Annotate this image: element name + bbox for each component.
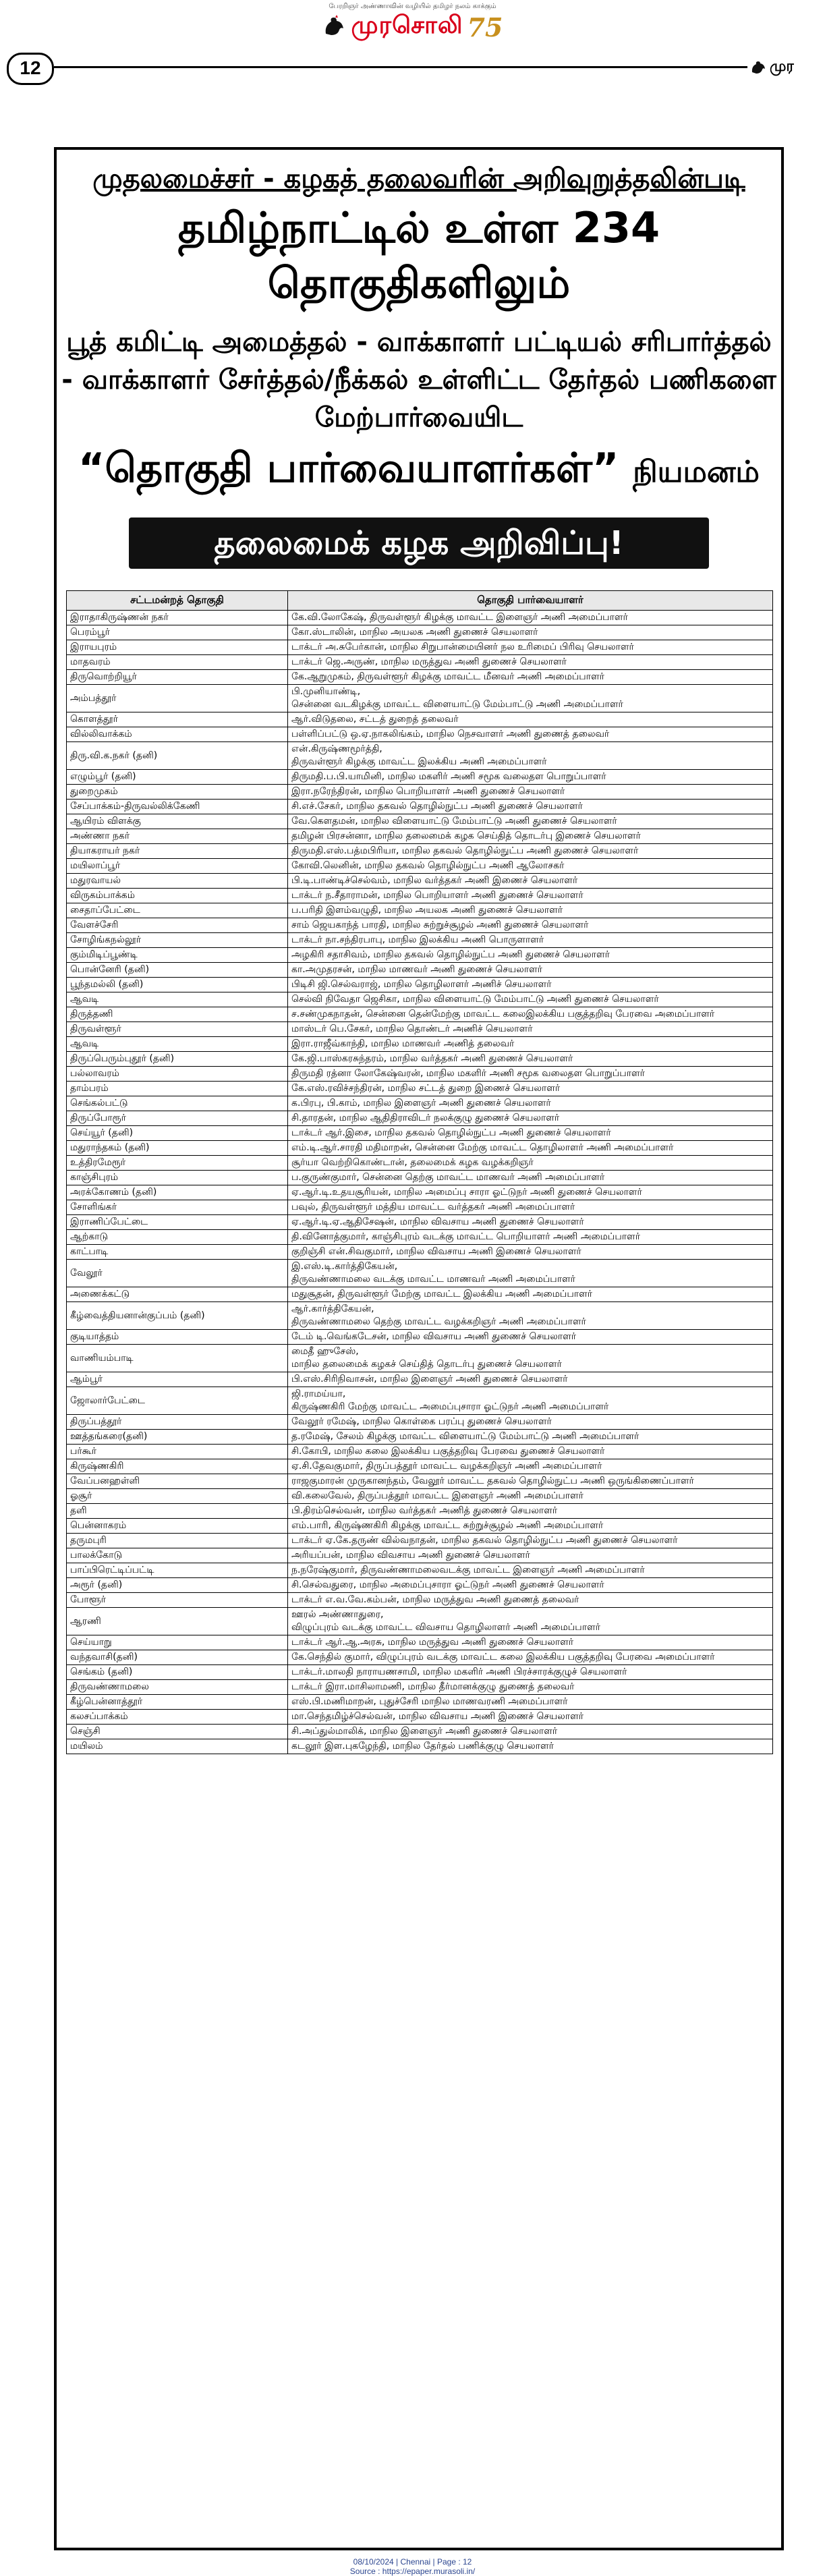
table-row — [67, 1245, 773, 1260]
observer-cell: இ.எஸ்.டி.கார்த்திகேயன், திருவண்ணாமலை வடக்கு மாவட்ட மாணவர் அணி அமைப்பாளர் — [288, 1260, 773, 1287]
constituency-cell: கலசப்பாக்கம் — [67, 1710, 288, 1725]
constituency-cell: அரூர் (தனி) — [67, 1578, 288, 1593]
constituency-cell: பொன்னேரி (தனி) — [67, 963, 288, 978]
constituency-cell: ஆவடி — [67, 1037, 288, 1052]
constituency-cell: தாம்பரம் — [67, 1082, 288, 1096]
constituency-cell: துறைமுகம் — [67, 785, 288, 800]
footer-date-line: 08/10/2024 | Chennai | Page : 12 — [353, 2557, 472, 2567]
table-row — [67, 670, 773, 685]
observer-cell: டாக்டர் ஆர்.இசை, மாநில தகவல் தொழில்நுட்ப அணி துணைச் செயலாளர் — [288, 1126, 773, 1141]
observer-cell: சி.கோபி, மாநில கலை இலக்கிய பகுத்தறிவு பேரவை துணைச் செயலாளர் — [288, 1445, 773, 1459]
table-row — [67, 844, 773, 859]
constituency-cell: செஞ்சி — [67, 1725, 288, 1739]
table-row — [67, 770, 773, 785]
table-row — [67, 1141, 773, 1156]
masthead-tagline: பேரறிஞர் அண்ணாவின் வழியில் தமிழர் நலம் காக்கும் — [329, 3, 496, 10]
observer-cell: கே.வி.லோகேஷ், திருவள்ளூர் கிழக்கு மாவட்ட இளைஞர் அணி அமைப்பாளர் — [288, 611, 773, 625]
observer-cell: டாக்டர்.மாலதி நாராயணசாமி, மாநில மகளிர் அணி பிரச்சாரக்குழுச் செயலாளர் — [288, 1665, 773, 1680]
constituency-cell: போளூர் — [67, 1593, 288, 1608]
heading-constituencies: தமிழ்நாட்டில் உள்ள 234 தொகுதிகளிலும் — [177, 203, 660, 308]
table-row — [67, 742, 773, 770]
observer-cell: கே.ஜி.பாஸ்கரசுந்தரம், மாநில வர்த்தகர் அணி துணைச் செயலாளர் — [288, 1052, 773, 1067]
rooster-logo-icon — [320, 13, 347, 40]
table-row — [67, 814, 773, 829]
table-row — [67, 1215, 773, 1230]
observer-cell: மைதீ ஹுசேஸ், மாநில தலைமைக் கழகச் செய்தித் தொடர்பு துணைச் செயலாளர் — [288, 1345, 773, 1372]
observer-cell: கே.எஸ்.ரவிச்சந்திரன், மாநில சட்டத் துறை இணைச் செயலாளர் — [288, 1082, 773, 1096]
observer-cell: டாக்டர் ஏ.கே.தருண் வில்வநாதன், மாநில தகவல் தொழில்நுட்ப அணி துணைச் செயலாளர் — [288, 1534, 773, 1548]
observer-cell: டாக்டர் எ.வ.வே.கம்பன், மாநில மருத்துவ அணி துணைத் தலைவர் — [288, 1593, 773, 1608]
observer-cell: குறிஞ்சி என்.சிவகுமார், மாநில விவசாய அணி இணைச் செயலாளர் — [288, 1245, 773, 1260]
table-row — [67, 1111, 773, 1126]
constituency-cell: பர்கூர் — [67, 1445, 288, 1459]
constituency-cell: வேளச்சேரி — [67, 918, 288, 933]
divider — [54, 66, 747, 68]
table-row — [67, 1096, 773, 1111]
constituency-cell: செங்கல்பட்டு — [67, 1096, 288, 1111]
constituency-cell: இராதாகிருஷ்ணன் நகர் — [67, 611, 288, 625]
table-row — [67, 1725, 773, 1739]
constituency-cell: சேப்பாக்கம்-திருவல்லிக்கேணி — [67, 800, 288, 814]
table-row — [67, 1548, 773, 1563]
observers-table — [66, 590, 773, 1754]
observer-cell: இரா.ராஜீவ்காந்தி, மாநில மாணவர் அணித் தலைவர் — [288, 1037, 773, 1052]
heading-appointment-word: நியமனம் — [633, 455, 760, 489]
constituency-cell: செங்கம் (தனி) — [67, 1665, 288, 1680]
observer-cell: டாக்டர் ந.சீதாராமன், மாநில பொறியாளர் அணி துணைச் செயலாளர் — [288, 889, 773, 903]
table-row — [67, 1287, 773, 1302]
table-row — [67, 1037, 773, 1052]
observer-cell: மா.செந்தமிழ்ச்செல்வன், மாநில விவசாய அணி இணைச் செயலாளர் — [288, 1710, 773, 1725]
observer-cell: சாம் ஜெயகாந்த் பாரதி, மாநில சுற்றுச்சூழல் அணி துணைச் செயலாளர் — [288, 918, 773, 933]
column-header-constituency: சட்டமன்றத் தொகுதி — [67, 591, 288, 611]
table-row — [67, 1082, 773, 1096]
constituency-cell: ஓசூர் — [67, 1489, 288, 1504]
constituency-cell: மதுராந்தகம் (தனி) — [67, 1141, 288, 1156]
constituency-cell: பென்னாகரம் — [67, 1519, 288, 1534]
observer-cell: திருமதி.ப.பி.யாமினி, மாநில மகளிர் அணி சமூக வலைதள பொறுப்பாளர் — [288, 770, 773, 785]
constituency-cell: அண்ணா நகர் — [67, 829, 288, 844]
constituency-cell: திருத்தணி — [67, 1007, 288, 1022]
constituency-cell: காஞ்சிபுரம் — [67, 1171, 288, 1185]
observer-cell: டேம் டி.வெங்கடேசன், மாநில விவசாய அணி துணைச் செயலாளர் — [288, 1330, 773, 1345]
column-header-observer: தொகுதி பார்வையாளர் — [288, 591, 773, 611]
constituency-cell: பாலக்கோடு — [67, 1548, 288, 1563]
observer-cell: அரியப்பன், மாநில விவசாய அணி துணைச் செயலாளர் — [288, 1548, 773, 1563]
observer-cell: கே.செந்தில் குமார், விழுப்புரம் வடக்கு மாவட்ட கலை இலக்கிய பகுத்தறிவு பேரவை அமைப்பாளர் — [288, 1650, 773, 1665]
observer-cell: ப.குருண்குமார், சென்னை தெற்கு மாவட்ட மாணவர் அணி அமைப்பாளர் — [288, 1171, 773, 1185]
observer-cell: சி.செல்வதுரை, மாநில அமைப்புசாரா ஓட்டுநர் அணி துணைச் செயலாளர் — [288, 1578, 773, 1593]
observer-cell: டாக்டர் அ.சுபேர்கான், மாநில சிறுபான்மையினர் நல உரிமைப் பிரிவு செயலாளர் — [288, 640, 773, 655]
observer-cell: கடலூர் இள.புகழேந்தி, மாநில தேர்தல் பணிக்குழு செயலாளர் — [288, 1739, 773, 1754]
table-row — [67, 1007, 773, 1022]
constituency-cell: செய்யூர் (தனி) — [67, 1126, 288, 1141]
table-row — [67, 1372, 773, 1387]
constituency-cell: ஆரணி — [67, 1608, 288, 1635]
observer-cell: ப.பரிதி இளம்வழுதி, மாநில அயலக அணி துணைச் செயலாளர் — [288, 903, 773, 918]
constituency-cell: ஆம்பூர் — [67, 1372, 288, 1387]
constituency-cell: கும்மிடிப்பூண்டி — [67, 948, 288, 963]
table-row — [67, 933, 773, 948]
constituency-cell: அம்பத்தூர் — [67, 685, 288, 712]
constituency-cell: செய்யாறு — [67, 1635, 288, 1650]
constituency-cell: திருப்போரூர் — [67, 1111, 288, 1126]
table-row — [67, 1578, 773, 1593]
headquarters-announcement-banner: தலைமைக் கழக அறிவிப்பு! — [129, 517, 709, 569]
table-row — [67, 1534, 773, 1548]
table-row — [67, 655, 773, 670]
table-body — [67, 611, 773, 1754]
table-row — [67, 1430, 773, 1445]
table-row — [67, 1710, 773, 1725]
page-bar — [0, 51, 825, 82]
observer-cell: டாக்டர் ஆர்.ஆ.அரசு, மாநில மருத்துவ அணி துணைச் செயலாளர் — [288, 1635, 773, 1650]
constituency-cell: ஆயிரம் விளக்கு — [67, 814, 288, 829]
observer-cell: ச.சண்முகநாதன், சென்னை தென்மேற்கு மாவட்ட கலைஇலக்கிய பகுத்தறிவு பேரவை அமைப்பாளர் — [288, 1007, 773, 1022]
constituency-cell: திரு.வி.க.நகர் (தனி) — [67, 742, 288, 770]
observer-cell: செல்வி நிவேதா ஜெசிகா, மாநில விளையாட்டு மேம்பாட்டு அணி துணைச் செயலாளர் — [288, 992, 773, 1007]
table-row — [67, 1387, 773, 1415]
table-row — [67, 963, 773, 978]
observer-cell: ஆர்.விடுதலை, சட்டத் துறைத் தலைவர் — [288, 712, 773, 727]
constituency-cell: திருப்பத்தூர் — [67, 1415, 288, 1430]
constituency-cell: தருமபுரி — [67, 1534, 288, 1548]
observer-cell: டாக்டர் நா.சந்திரபாபு, மாநில இலக்கிய அணி பொருளாளர் — [288, 933, 773, 948]
observer-cell: சி.தாரதன், மாநில ஆதிதிராவிடர் நலக்குழு துணைச் செயலாளர் — [288, 1111, 773, 1126]
constituency-cell: பெரம்பூர் — [67, 625, 288, 640]
table-row — [67, 1067, 773, 1082]
observer-cell: ந.நரேஷ்குமார், திருவண்ணாமலைவடக்கு மாவட்ட இளைஞர் அணி அமைப்பாளர் — [288, 1563, 773, 1578]
observer-cell: ஏ.ஆர்.டி.ஏ.ஆதிசேஷன், மாநில விவசாய அணி துணைச் செயலாளர் — [288, 1215, 773, 1230]
page-footer — [0, 2557, 825, 2576]
table-row — [67, 800, 773, 814]
table-row — [67, 1345, 773, 1372]
constituency-cell: பாப்பிரெட்டிப்பட்டி — [67, 1563, 288, 1578]
observer-cell: பவுல், திருவள்ளூர் மத்திய மாவட்ட வர்த்தகர் அணி அமைப்பாளர் — [288, 1200, 773, 1215]
constituency-cell: விருகம்பாக்கம் — [67, 889, 288, 903]
table-row — [67, 889, 773, 903]
table-row — [67, 1330, 773, 1345]
observer-cell: மாஸ்டர் பெ.சேகர், மாநில தொண்டர் அணிச் செயலாளர் — [288, 1022, 773, 1037]
constituency-cell: கொளத்தூர் — [67, 712, 288, 727]
constituency-cell: திருவொற்றியூர் — [67, 670, 288, 685]
table-row — [67, 903, 773, 918]
observer-cell: ஏ.ஆர்.டி.உதயசூரியன், மாநில அமைப்பு சாரா ஓட்டுநர் அணி துணைச் செயலாளர் — [288, 1185, 773, 1200]
constituency-cell: வாணியம்பாடி — [67, 1345, 288, 1372]
observer-cell: வே.கௌதமன், மாநில விளையாட்டு மேம்பாட்டு அணி துணைச் செயலாளர் — [288, 814, 773, 829]
observer-cell: அழகிரி சதாசிவம், மாநில தகவல் தொழில்நுட்ப அணி துணைச் செயலாளர் — [288, 948, 773, 963]
table-row — [67, 859, 773, 874]
table-row — [67, 978, 773, 992]
constituency-cell: திருவள்ளூர் — [67, 1022, 288, 1037]
observer-cell: கே.ஆறுமுகம், திருவள்ளூர் கிழக்கு மாவட்ட மீனவர் அணி அமைப்பாளர் — [288, 670, 773, 685]
table-header-row — [67, 591, 773, 611]
observer-cell: வேலூர் ரமேஷ், மாநில கொள்கை பரப்பு துணைச் செயலாளர் — [288, 1415, 773, 1430]
constituency-cell: சைதாப்பேட்டை — [67, 903, 288, 918]
constituency-cell: சோழிங்கநல்லூர் — [67, 933, 288, 948]
table-row — [67, 1650, 773, 1665]
table-row — [67, 1459, 773, 1474]
observer-cell: த.ரமேஷ், சேலம் கிழக்கு மாவட்ட விளையாட்டு மேம்பாட்டு அணி அமைப்பாளர் — [288, 1430, 773, 1445]
observer-cell: டாக்டர் ஜெ.அருண், மாநில மருத்துவ அணி துணைச் செயலாளர் — [288, 655, 773, 670]
table-row — [67, 685, 773, 712]
observer-cell: பி.எஸ்.சிரிநிவாசன், மாநில இளைஞர் அணி துணைச் செயலாளர் — [288, 1372, 773, 1387]
constituency-cell: பூந்தமல்லி (தனி) — [67, 978, 288, 992]
table-row — [67, 1302, 773, 1330]
constituency-cell: கிருஷ்ணகிரி — [67, 1459, 288, 1474]
table-row — [67, 1563, 773, 1578]
table-row — [67, 1680, 773, 1695]
constituency-cell: சோளிங்கர் — [67, 1200, 288, 1215]
constituency-cell: இராயபுரம் — [67, 640, 288, 655]
constituency-cell: ஆற்காடு — [67, 1230, 288, 1245]
table-row — [67, 1185, 773, 1200]
observer-cell: என்.கிருஷ்ணமூர்த்தி, திருவள்ளூர் கிழக்கு மாவட்ட இலக்கிய அணி அமைப்பாளர் — [288, 742, 773, 770]
table-row — [67, 1200, 773, 1215]
observer-cell: மதுசூதன், திருவள்ளூர் மேற்கு மாவட்ட இலக்கிய அணி அமைப்பாளர் — [288, 1287, 773, 1302]
constituency-cell: வந்தவாசி(தனி) — [67, 1650, 288, 1665]
table-row — [67, 1635, 773, 1650]
observer-cell: டாக்டர் இரா.மாசிலாமணி, மாநில தீர்மானக்குழு துணைத் தலைவர் — [288, 1680, 773, 1695]
heading-tasks: பூத் கமிட்டி அமைத்தல் - வாக்காளர் பட்டியல் சரிபார்த்தல் - வாக்காளர் சேர்த்தல்/நீக்கல் உள்ளிட்ட தேர்தல் பணிகளை மேற்பார்வையிட — [61, 327, 776, 433]
heading-instruction-text: முதலமைச்சர் - கழகத் தலைவரின் அறிவுறுத்தலின்படி — [92, 163, 745, 194]
page-bar-right — [749, 54, 825, 81]
constituency-cell: தளி — [67, 1504, 288, 1519]
table-row — [67, 1695, 773, 1710]
constituency-cell: காட்பாடி — [67, 1245, 288, 1260]
table-row — [67, 1739, 773, 1754]
constituency-cell: ஆவடி — [67, 992, 288, 1007]
observer-cell: தமிழன் பிரசன்னா, மாநில தலைமைக் கழக செய்தித் தொடர்பு இணைச் செயலாளர் — [288, 829, 773, 844]
constituency-cell: கீழ்பென்னாத்தூர் — [67, 1695, 288, 1710]
table-row — [67, 1126, 773, 1141]
table-row — [67, 1230, 773, 1245]
constituency-cell: வில்லிவாக்கம் — [67, 727, 288, 742]
table-row — [67, 712, 773, 727]
heading-observers: “தொகுதி பார்வையாளர்கள்” — [78, 445, 619, 492]
constituency-cell: மாதவரம் — [67, 655, 288, 670]
constituency-cell: தியாகராயர் நகர் — [67, 844, 288, 859]
observer-cell: க.பிரபு, பி.காம், மாநில இளைஞர் அணி துணைச் செயலாளர் — [288, 1096, 773, 1111]
page-number: 12 — [7, 53, 54, 85]
observer-cell: சி.எச்.சேகர், மாநில தகவல் தொழில்நுட்ப அணி துணைச் செயலாளர் — [288, 800, 773, 814]
heading-instruction — [57, 163, 781, 198]
observer-cell: பிடிசி ஜி.செல்வராஜ், மாநில தொழிலாளர் அணிச் செயலாளர் — [288, 978, 773, 992]
table-row — [67, 948, 773, 963]
observer-cell: திருமதி.எஸ்.பத்மபிரியா, மாநில தகவல் தொழில்நுட்ப அணி துணைச் செயலாளர் — [288, 844, 773, 859]
constituency-cell: உத்திரமேரூர் — [67, 1156, 288, 1171]
observer-cell: பி.முனியாண்டி, சென்னை வடகிழக்கு மாவட்ட விளையாட்டு மேம்பாட்டு அணி அமைப்பாளர் — [288, 685, 773, 712]
constituency-cell: அரக்கோணம் (தனி) — [67, 1185, 288, 1200]
page-bar-title: முர — [770, 58, 794, 75]
footer-source-link[interactable]: Source : https://epaper.murasoli.in/ — [349, 2567, 476, 2576]
observer-cell: ஆர்.கார்த்திகேயன், திருவண்ணாமலை தெற்கு மாவட்ட வழக்கறிஞர் அணி அமைப்பாளர் — [288, 1302, 773, 1330]
observer-cell: கா.அமுதரசன், மாநில மாணவர் அணி துணைச் செயலாளர் — [288, 963, 773, 978]
constituency-cell: மதுரவாயல் — [67, 874, 288, 889]
observer-cell: பி.திரம்செல்வன், மாநில வர்த்தகர் அணித் துணைச் செயலாளர் — [288, 1504, 773, 1519]
table-row — [67, 918, 773, 933]
observer-cell: ஜி.ராமய்யா, கிருஷ்ணகிரி மேற்கு மாவட்ட அமைப்புசாரா ஓட்டுநர் அணி அமைப்பாளர் — [288, 1387, 773, 1415]
constituency-cell: வேப்பனஹள்ளி — [67, 1474, 288, 1489]
table-row — [67, 1489, 773, 1504]
table-row — [67, 727, 773, 742]
constituency-cell: திருவண்ணாமலை — [67, 1680, 288, 1695]
constituency-cell: ஊத்தங்கரை(தனி) — [67, 1430, 288, 1445]
observer-cell: தி.வினோத்குமார், காஞ்சிபுரம் வடக்கு மாவட்ட பொறியாளர் அணி அமைப்பாளர் — [288, 1230, 773, 1245]
table-row — [67, 1474, 773, 1489]
table-row — [67, 785, 773, 800]
observer-cell: ராஜகுமாரன் முருகானந்தம், வேலூர் மாவட்ட தகவல் தொழில்நுட்ப அணி ஒருங்கிணைப்பாளர் — [288, 1474, 773, 1489]
constituency-cell: வேலூர் — [67, 1260, 288, 1287]
constituency-cell: அணைக்கட்டு — [67, 1287, 288, 1302]
table-row — [67, 1052, 773, 1067]
observer-cell: சி.அப்துல்மாலிக், மாநில இளைஞர் அணி துணைச் செயலாளர் — [288, 1725, 773, 1739]
table-row — [67, 625, 773, 640]
observer-cell: பள்ளிப்பட்டு ஒ.ஏ.நாகலிங்கம், மாநில நெசவாளர் அணி துணைத் தலைவர் — [288, 727, 773, 742]
newspaper-brand[interactable] — [263, 9, 560, 45]
anniversary-badge: 75 — [467, 11, 503, 43]
constituency-cell: எழும்பூர் (தனி) — [67, 770, 288, 785]
observer-cell: எம்.பாரி, கிருஷ்ணகிரி கிழக்கு மாவட்ட சுற்றுச்சூழல் அணி அமைப்பாளர் — [288, 1519, 773, 1534]
observer-cell: எம்.டி.ஆர்.சாரதி மதிமாறன், சென்னை மேற்கு மாவட்ட தொழிலாளர் அணி அமைப்பாளர் — [288, 1141, 773, 1156]
constituency-cell: மயிலம் — [67, 1739, 288, 1754]
observer-cell: ஊரல் அண்ணாதுரை, விழுப்புரம் வடக்கு மாவட்ட விவசாய தொழிலாளர் அணி அமைப்பாளர் — [288, 1608, 773, 1635]
constituency-cell: இராணிப்பேட்டை — [67, 1215, 288, 1230]
masthead — [0, 0, 825, 47]
constituency-cell: ஜோலார்பேட்டை — [67, 1387, 288, 1415]
table-row — [67, 1415, 773, 1430]
table-row — [67, 1022, 773, 1037]
announcement-box — [54, 147, 784, 2550]
table-row — [67, 1593, 773, 1608]
observer-cell: திருமதி ரத்னா லோகேஷ்வரன், மாநில மகளிர் அணி சமூக வலைதள பொறுப்பாளர் — [288, 1067, 773, 1082]
observer-cell: சூர்யா வெற்றிகொண்டான், தலைமைக் கழக வழக்கறிஞர் — [288, 1156, 773, 1171]
observer-cell: ஏ.சி.தேவகுமார், திருப்பத்தூர் மாவட்ட வழக்கறிஞர் அணி அமைப்பாளர் — [288, 1459, 773, 1474]
newspaper-title: முரசொலி — [351, 11, 463, 39]
observer-cell: வி.கலைவேல், திருப்பத்தூர் மாவட்ட இளைஞர் அணி அமைப்பாளர் — [288, 1489, 773, 1504]
constituency-cell: பல்லாவரம் — [67, 1067, 288, 1082]
table-row — [67, 1665, 773, 1680]
table-row — [67, 1260, 773, 1287]
table-row — [67, 1156, 773, 1171]
table-row — [67, 992, 773, 1007]
rooster-small-icon — [749, 59, 767, 76]
observer-cell: கோ.ஸ்டாலின், மாநில அயலக அணி துணைச் செயலாளர் — [288, 625, 773, 640]
table-row — [67, 829, 773, 844]
table-row — [67, 1445, 773, 1459]
table-row — [67, 611, 773, 625]
constituency-cell: மயிலாப்பூர் — [67, 859, 288, 874]
heading-appointment — [57, 445, 781, 497]
table-row — [67, 1519, 773, 1534]
table-row — [67, 1504, 773, 1519]
observer-cell: பி.டி.பாண்டிச்செல்வம், மாநில வர்த்தகர் அணி இணைச் செயலாளர் — [288, 874, 773, 889]
observer-cell: கோவி.லெனின், மாநில தகவல் தொழில்நுட்ப அணி ஆலோசகர் — [288, 859, 773, 874]
constituency-cell: கீழ்வைத்தியனான்குப்பம் (தனி) — [67, 1302, 288, 1330]
table-row — [67, 1171, 773, 1185]
constituency-cell: திருப்பெரும்புதூர் (தனி) — [67, 1052, 288, 1067]
observer-cell: இரா.நரேந்திரன், மாநில பொறியாளர் அணி துணைச் செயலாளர் — [288, 785, 773, 800]
observer-cell: எஸ்.பி.மணிமாறன், புதுச்சேரி மாநில மாணவரணி அமைப்பாளர் — [288, 1695, 773, 1710]
constituency-cell: குடியாத்தம் — [67, 1330, 288, 1345]
table-row — [67, 1608, 773, 1635]
table-row — [67, 640, 773, 655]
table-row — [67, 874, 773, 889]
